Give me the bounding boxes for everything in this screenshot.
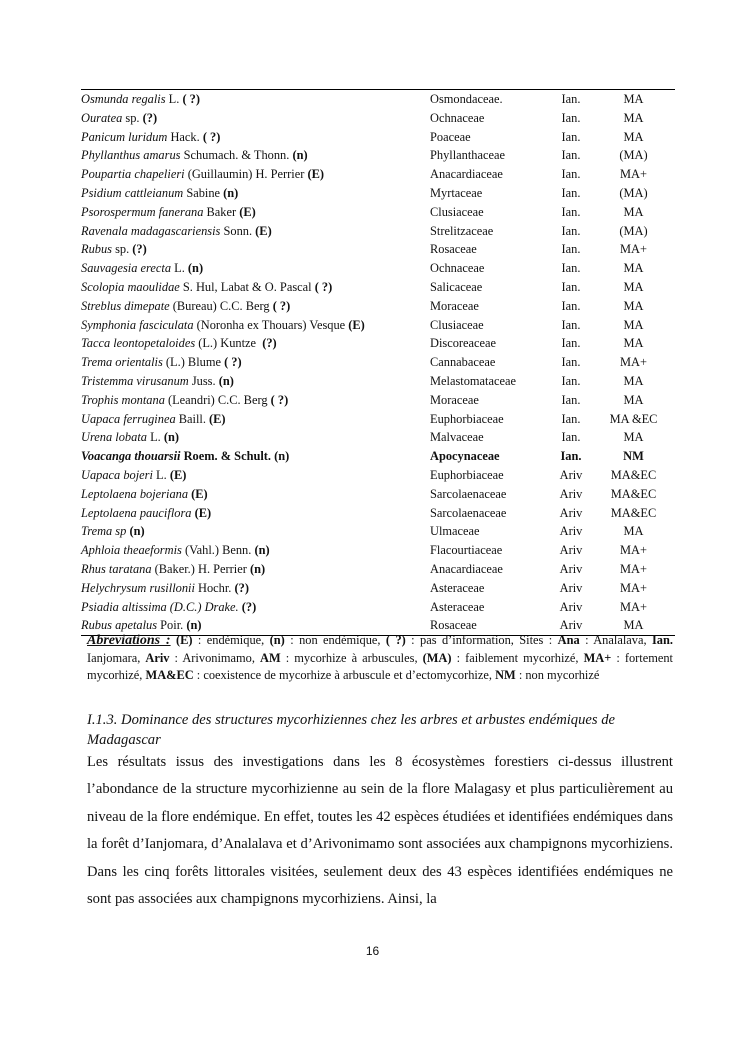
family-cell: Sarcolaenaceae — [430, 486, 507, 501]
species-author: L. — [171, 261, 188, 276]
abbreviation-fragment: : endémique, — [192, 633, 270, 647]
species-name-cell — [81, 128, 430, 147]
species-author: Schumach. & Thonn. — [180, 148, 293, 163]
site-cell: Ariv — [559, 599, 583, 614]
species-binomial: Osmunda regalis — [81, 92, 166, 106]
species-name-cell — [81, 428, 430, 447]
species-endemism-tag: (?) — [262, 336, 277, 351]
species-endemism-tag: (n) — [186, 618, 202, 633]
page-number: 16 — [365, 944, 380, 958]
species-endemism-tag: (E) — [209, 411, 226, 426]
table-row — [81, 240, 675, 259]
species-author: (L.) Blume — [162, 355, 225, 370]
species-name-cell — [81, 579, 430, 598]
table-row — [81, 372, 675, 391]
species-name-cell — [81, 372, 430, 391]
table-row — [81, 165, 675, 184]
mycorrhizal-status-cell: MA — [623, 110, 644, 125]
species-endemism-tag: (?) — [234, 580, 249, 595]
species-author: Sabine — [183, 185, 224, 200]
table-row — [81, 579, 675, 598]
species-binomial: Rubus — [81, 242, 112, 257]
species-author: L. — [152, 467, 170, 482]
family-cell: Rosaceae — [430, 242, 477, 257]
species-name-cell — [81, 334, 430, 353]
mycorrhizal-status-cell: MA — [623, 336, 644, 351]
abbreviation-fragment: : pas d’information, Sites : — [405, 633, 558, 647]
abbreviation-fragment: MA+ — [583, 650, 612, 665]
species-name-cell — [81, 109, 430, 128]
species-author: (L.) Kuntze — [195, 336, 263, 351]
species-name-cell — [81, 598, 430, 617]
species-endemism-tag: (E) — [169, 467, 187, 482]
species-name-cell — [81, 240, 430, 259]
species-binomial: Tacca leontopetaloides — [81, 336, 196, 351]
site-cell: Ariv — [559, 580, 583, 595]
species-name-cell — [81, 203, 430, 222]
species-binomial: Ouratea — [81, 110, 123, 125]
site-cell: Ian. — [561, 129, 581, 144]
mycorrhizal-status-cell: MA&EC — [610, 505, 657, 520]
table-row — [81, 203, 675, 222]
abbreviation-fragment: MA&EC — [145, 668, 194, 682]
species-name-cell — [81, 485, 430, 504]
species-name-cell — [81, 522, 430, 541]
species-binomial: Trema orientalis — [81, 355, 163, 370]
species-binomial: Uapaca bojeri — [81, 467, 153, 482]
abbreviation-fragment: (MA) — [422, 650, 452, 665]
table-row — [81, 428, 675, 447]
mycorrhizal-status-cell: MA+ — [620, 580, 647, 595]
family-cell: Clusiaceae — [430, 204, 484, 219]
site-cell: Ian. — [561, 411, 581, 426]
section-title: I.1.3. Dominance des structures mycorhiziennes chez les arbres et arbustes endémiques de Madagascar — [87, 712, 615, 748]
abbreviation-fragment: : faiblement mycorhizé, — [451, 650, 584, 665]
table-row — [81, 184, 675, 203]
family-cell: Sarcolaenaceae — [430, 505, 507, 520]
site-cell: Ariv — [559, 524, 583, 539]
species-binomial: Helychrysum rusillonii — [81, 580, 195, 595]
table-row — [81, 146, 675, 165]
abbreviations-heading: Abreviations : — [87, 633, 171, 648]
species-binomial: Uapaca ferruginea — [81, 411, 176, 426]
abbreviation-fragment: : mycorhize à arbuscules, — [280, 650, 423, 665]
species-binomial: Aphloia theaeformis — [81, 543, 182, 558]
species-binomial: Trophis montana — [81, 392, 165, 407]
species-endemism-tag: ( ?) — [202, 129, 221, 144]
species-author: (Noronha ex Thouars) Vesque — [193, 317, 349, 332]
abbreviation-fragment: : non endémique, — [284, 633, 386, 647]
table-row — [81, 353, 675, 372]
species-author: (Vahl.) Benn. — [181, 543, 255, 558]
mycorrhizal-status-cell: MA — [623, 279, 644, 294]
species-name-cell — [81, 504, 430, 523]
table-row — [81, 278, 675, 297]
table-row — [81, 259, 675, 278]
species-author: sp. — [111, 242, 133, 257]
species-binomial: Trema sp — [81, 524, 127, 539]
species-author: Sonn. — [220, 223, 256, 238]
species-binomial: Psorospermum fanerana — [81, 204, 204, 219]
species-endemism-tag: ( ?) — [314, 279, 333, 294]
species-binomial: Tristemma virusanum — [81, 373, 189, 388]
species-endemism-tag: (n) — [292, 148, 308, 163]
site-cell: Ian. — [561, 223, 581, 238]
species-name-cell — [81, 541, 430, 560]
species-binomial: Voacanga thouarsii — [81, 449, 181, 464]
family-cell: Melastomataceae — [430, 373, 516, 388]
species-name-cell — [81, 410, 430, 429]
abbreviation-fragment: (n) — [269, 633, 285, 647]
site-cell: Ian. — [561, 430, 581, 445]
species-endemism-tag: (?) — [241, 599, 257, 614]
species-name-cell — [81, 353, 430, 372]
species-endemism-tag: (E) — [307, 167, 324, 182]
family-cell: Poaceae — [430, 129, 471, 144]
table-row — [81, 90, 675, 109]
abbreviation-fragment: : Arivonimamo, — [169, 650, 261, 665]
abbreviation-fragment: AM — [260, 650, 281, 665]
mycorrhizal-status-cell: MA+ — [620, 561, 647, 576]
species-name-cell — [81, 447, 430, 466]
table-row — [81, 391, 675, 410]
mycorrhizal-status-cell: MA — [623, 524, 644, 539]
species-name-cell — [81, 391, 430, 410]
mycorrhizal-status-cell: (MA) — [619, 185, 648, 200]
family-cell: Asteraceae — [430, 599, 485, 614]
species-binomial: Psiadia altissima (D.C.) Drake. — [81, 599, 239, 614]
table-row — [81, 410, 675, 429]
mycorrhizal-status-cell: MA — [592, 616, 675, 635]
abbreviation-fragment: Ariv — [145, 650, 170, 665]
species-name-cell — [81, 222, 430, 241]
mycorrhizal-status-cell: MA+ — [620, 355, 647, 370]
family-cell: Discoreaceae — [430, 336, 497, 351]
site-cell: Ariv — [559, 467, 583, 482]
mycorrhizal-status-cell: MA — [623, 129, 644, 144]
species-author: Baker — [203, 204, 240, 219]
abbreviation-fragment: Ana — [557, 633, 580, 647]
species-binomial: Leptolaena bojeriana — [81, 486, 189, 501]
mycorrhizal-status-cell: MA — [623, 373, 644, 388]
species-author: L. — [146, 430, 164, 445]
species-binomial: Poupartia chapelieri — [81, 167, 185, 182]
family-cell: Euphorbiaceae — [430, 411, 504, 426]
site-cell: Ian. — [561, 148, 581, 163]
family-cell: Ulmaceae — [430, 524, 480, 539]
mycorrhizal-status-cell: MA — [623, 204, 644, 219]
species-endemism-tag: (n) — [249, 561, 266, 576]
species-endemism-tag: (n) — [218, 373, 234, 388]
site-cell: Ian. — [561, 242, 581, 257]
species-author: S. Hul, Labat & O. Pascal — [179, 279, 315, 294]
abbreviation-fragment: ( ?) — [385, 633, 406, 647]
table-row — [81, 297, 675, 316]
family-cell: Anacardiaceae — [430, 167, 503, 182]
site-cell: Ariv — [559, 543, 583, 558]
species-endemism-tag: ( ?) — [182, 92, 200, 106]
species-binomial: Symphonia fasciculata — [81, 317, 194, 332]
mycorrhizal-status-cell: MA&EC — [610, 486, 657, 501]
species-author: Hochr. — [194, 580, 235, 595]
species-endemism-tag: (E) — [239, 204, 256, 219]
species-author: L. — [165, 92, 183, 106]
species-binomial: Rhus taratana — [81, 561, 152, 576]
family-cell: Clusiaceae — [430, 317, 484, 332]
mycorrhizal-status-cell: MA+ — [620, 599, 647, 614]
species-author: (Bureau) C.C. Berg — [169, 298, 273, 313]
mycorrhizal-status-cell: MA — [623, 317, 644, 332]
family-cell: Moraceae — [430, 392, 479, 407]
species-name-cell — [81, 297, 430, 316]
species-author: Roem. & Schult. — [180, 449, 275, 464]
species-name-cell — [81, 560, 430, 579]
table-row — [81, 522, 675, 541]
mycorrhizal-status-cell: NM — [623, 449, 644, 464]
family-cell: Cannabaceae — [430, 355, 496, 370]
mycorrhizal-status-cell: MA — [592, 90, 675, 109]
site-cell: Ian. — [561, 261, 581, 276]
abbreviations-text — [87, 633, 673, 682]
site-cell: Ariv — [550, 616, 592, 635]
species-binomial: Rubus apetalus — [81, 618, 158, 633]
species-endemism-tag: (n) — [274, 449, 290, 464]
species-name-cell — [81, 466, 430, 485]
site-cell: Ian. — [561, 298, 581, 313]
mycorrhizal-status-cell: MA — [623, 392, 644, 407]
family-cell: Ochnaceae — [430, 110, 485, 125]
family-cell: Anacardiaceae — [430, 561, 503, 576]
species-table — [81, 89, 675, 636]
table-row — [81, 485, 675, 504]
site-cell: Ian. — [561, 392, 581, 407]
body-paragraph: Les résultats issus des investigations dans les 8 écosystèmes forestiers ci-dessus illustrent l’abondance de la structure mycorhizienne au sein de la flore Malagasy et plus particulièrement au niveau de la flore endémique. En effet, toutes les 42 espèces étudiées et identifiées endémiques dans la forêt d’Ianjomara, d’Analalava et d’Arivonimamo sont associées aux champignons mycorhiziens. Dans les cinq forêts littorales visitées, seulement deux des 43 espèces identifiées endémiques ne sont pas associées aux champignons mycorhiziens. Ainsi, la — [87, 754, 673, 908]
species-author: (Guillaumin) H. Perrier — [184, 167, 308, 182]
species-binomial: Ravenala madagascariensis — [81, 223, 221, 238]
site-cell: Ian. — [561, 355, 581, 370]
species-binomial: Psidium cattleianum — [81, 185, 184, 200]
family-cell: Moraceae — [430, 298, 479, 313]
abbreviation-fragment: (E) — [176, 633, 193, 647]
species-endemism-tag: ( ?) — [272, 298, 291, 313]
abbreviation-fragment: : fortement mycorhizé, — [87, 650, 674, 682]
species-name-cell — [81, 90, 430, 109]
species-endemism-tag: (E) — [194, 505, 212, 520]
species-endemism-tag: (?) — [132, 242, 147, 257]
site-cell: Ian. — [561, 336, 581, 351]
site-cell: Ian. — [561, 204, 581, 219]
species-binomial: Urena lobata — [81, 430, 147, 445]
species-endemism-tag: (n) — [254, 543, 270, 558]
family-cell: Apocynaceae — [430, 449, 500, 464]
family-cell: Strelitzaceae — [430, 223, 494, 238]
site-cell: Ian. — [550, 90, 592, 109]
abbreviation-fragment: : Analalava, — [579, 633, 652, 647]
abbreviation-fragment: NM — [495, 668, 516, 682]
species-binomial: Panicum luridum — [81, 129, 168, 144]
mycorrhizal-status-cell: MA — [623, 298, 644, 313]
table-row — [81, 222, 675, 241]
species-endemism-tag: (E) — [348, 317, 365, 332]
site-cell: Ian. — [561, 317, 581, 332]
species-endemism-tag: (E) — [191, 486, 208, 501]
mycorrhizal-status-cell: MA+ — [620, 543, 647, 558]
species-name-cell — [81, 259, 430, 278]
site-cell: Ian. — [561, 185, 581, 200]
table-row — [81, 447, 675, 466]
species-endemism-tag: (E) — [255, 223, 272, 238]
family-cell: Osmondaceae. — [430, 90, 550, 109]
species-binomial: Sauvagesia erecta — [81, 261, 172, 276]
site-cell: Ariv — [559, 486, 583, 501]
mycorrhizal-status-cell: MA — [623, 261, 644, 276]
species-endemism-tag: (n) — [163, 430, 179, 445]
mycorrhizal-status-cell: (MA) — [619, 223, 648, 238]
species-author: Hack. — [167, 129, 203, 144]
abbreviations-note — [87, 632, 673, 685]
mycorrhizal-status-cell: MA &EC — [609, 411, 658, 426]
site-cell: Ariv — [559, 561, 583, 576]
species-binomial: Streblus dimepate — [81, 298, 170, 313]
table-row — [81, 598, 675, 617]
abbreviation-fragment: Ian. — [651, 633, 673, 647]
family-cell: Asteraceae — [430, 580, 485, 595]
species-author: (Leandri) C.C. Berg — [164, 392, 271, 407]
family-cell: Flacourtiaceae — [430, 543, 503, 558]
species-binomial: Leptolaena pauciflora — [81, 505, 192, 520]
mycorrhizal-status-cell: MA+ — [620, 242, 647, 257]
mycorrhizal-status-cell: MA&EC — [610, 467, 657, 482]
site-cell: Ariv — [559, 505, 583, 520]
species-name-cell — [81, 278, 430, 297]
species-endemism-tag: (?) — [142, 110, 158, 125]
species-name-cell — [81, 184, 430, 203]
site-cell: Ian. — [561, 110, 581, 125]
species-endemism-tag: ( ?) — [224, 355, 242, 370]
species-table-body — [81, 90, 675, 636]
species-author: Poir. — [157, 618, 187, 633]
table-row — [81, 109, 675, 128]
mycorrhizal-status-cell: MA+ — [620, 167, 647, 182]
family-cell: Euphorbiaceae — [430, 467, 504, 482]
site-cell: Ian. — [560, 449, 582, 464]
species-author: Juss. — [188, 373, 219, 388]
species-endemism-tag: (n) — [187, 261, 204, 276]
site-cell: Ian. — [561, 279, 581, 294]
species-binomial: Phyllanthus amarus — [81, 148, 181, 163]
family-cell: Myrtaceae — [430, 185, 483, 200]
family-cell: Rosaceae — [430, 616, 550, 635]
abbreviation-fragment: Ianjomara, — [87, 650, 146, 665]
table-row — [81, 316, 675, 335]
species-name-cell — [81, 165, 430, 184]
site-cell: Ian. — [561, 167, 581, 182]
abbreviation-fragment: : coexistence de mycorhize à arbuscule et d’ectomycorhize, — [193, 668, 496, 682]
species-author: sp. — [122, 110, 143, 125]
family-cell: Malvaceae — [430, 430, 484, 445]
mycorrhizal-status-cell: (MA) — [619, 148, 648, 163]
table-row — [81, 541, 675, 560]
site-cell: Ian. — [561, 373, 581, 388]
table-row — [81, 128, 675, 147]
species-author: Baill. — [175, 411, 210, 426]
species-endemism-tag: (n) — [129, 524, 145, 539]
mycorrhizal-status-cell: MA — [623, 430, 644, 445]
abbreviation-fragment: : non mycorhizé — [515, 668, 600, 682]
table-row — [81, 560, 675, 579]
species-name-cell — [81, 316, 430, 335]
table-row — [81, 466, 675, 485]
species-binomial: Scolopia maoulidae — [81, 279, 180, 294]
table-row — [81, 334, 675, 353]
species-endemism-tag: (n) — [223, 185, 239, 200]
family-cell: Phyllanthaceae — [430, 148, 505, 163]
species-endemism-tag: ( ?) — [270, 392, 289, 407]
family-cell: Salicaceae — [430, 279, 483, 294]
family-cell: Ochnaceae — [430, 261, 485, 276]
species-author: (Baker.) H. Perrier — [151, 561, 250, 576]
table-row — [81, 504, 675, 523]
species-name-cell — [81, 146, 430, 165]
